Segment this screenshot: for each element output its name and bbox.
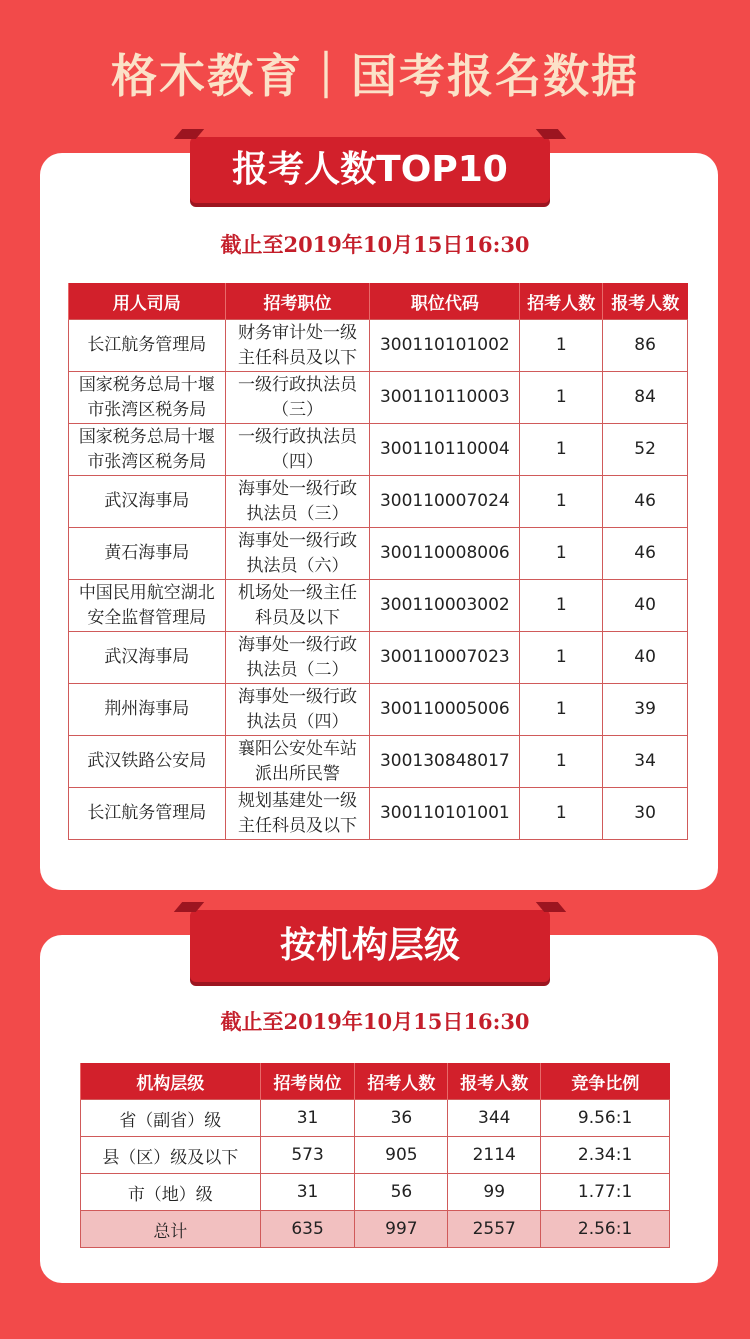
quota-cell: 997 [355,1211,448,1248]
applicants-cell: 46 [603,528,688,580]
level-date: 截止至2019年10月15日16:30 [220,1009,530,1034]
quota-cell: 1 [520,736,603,788]
col-header-posts: 招考岗位 [260,1063,355,1100]
dept-cell-line: 国家税务总局十堰 [78,426,215,447]
dept-cell-line: 武汉铁路公安局 [87,751,207,771]
table-row [69,736,688,788]
posts-cell: 573 [260,1137,355,1174]
col-header-position: 招考职位 [225,283,370,320]
dept-cell [69,580,226,632]
code-cell: 300110008006 [370,528,520,580]
position-cell-line: 执法员（四） [246,711,349,732]
position-cell-line: （四） [272,451,323,472]
position-cell-line: 执法员（六） [246,555,349,576]
table-row [69,632,688,684]
position-cell-line: 财务审计处一级 [238,322,357,343]
position-cell-line: 执法员（二） [246,659,349,680]
level-header-row [81,1063,670,1100]
dept-cell-line: 武汉海事局 [104,491,190,511]
position-cell-line: 海事处一级行政 [238,634,357,655]
position-cell [225,736,370,788]
dept-cell-line: 国家税务总局十堰 [78,374,215,395]
col-header-quota: 招考人数 [520,283,603,320]
col-header-applicants: 报考人数 [448,1063,541,1100]
dept-cell-line: 市张湾区税务局 [87,399,207,420]
position-cell-line: 规划基建处一级 [238,790,357,811]
applicants-cell: 30 [603,788,688,840]
applicants-cell: 46 [603,476,688,528]
position-cell-line: 襄阳公安处车站 [238,738,357,759]
level-cell: 县（区）级及以下 [81,1137,261,1174]
col-header-code: 职位代码 [370,283,520,320]
position-cell-line: 海事处一级行政 [238,478,357,499]
dept-cell [69,632,226,684]
level-cell: 省（副省）级 [81,1100,261,1137]
applicants-cell: 52 [603,424,688,476]
quota-cell: 56 [355,1174,448,1211]
table-row [69,684,688,736]
total-row [81,1211,670,1248]
posts-cell: 31 [260,1174,355,1211]
applicants-cell: 39 [603,684,688,736]
position-cell-line: 机场处一级主任 [238,582,357,603]
position-cell [225,476,370,528]
position-cell [225,424,370,476]
code-cell: 300110110003 [370,372,520,424]
ratio-cell: 2.56:1 [541,1211,670,1248]
quota-cell: 1 [520,424,603,476]
table-row [69,788,688,840]
code-cell: 300110007024 [370,476,520,528]
quota-cell: 1 [520,372,603,424]
top10-banner: 报考人数TOP10 [190,137,550,203]
table-row [81,1174,670,1211]
table-row [69,580,688,632]
level-table [80,1063,670,1248]
applicants-cell: 84 [603,372,688,424]
col-header-ratio: 竞争比例 [541,1063,670,1100]
applicants-cell: 86 [603,320,688,372]
position-cell [225,684,370,736]
position-cell-line: 执法员（三） [246,503,349,524]
level-banner: 按机构层级 [190,910,550,982]
table-row [69,528,688,580]
position-cell-line: 主任科员及以下 [238,815,357,836]
dept-cell-line: 长江航务管理局 [87,335,207,355]
dept-cell-line: 黄石海事局 [104,543,190,563]
top10-table [68,283,688,840]
quota-cell: 1 [520,632,603,684]
applicants-cell: 99 [448,1174,541,1211]
quota-cell: 1 [520,476,603,528]
dept-cell [69,736,226,788]
position-cell-line: 派出所民警 [255,763,340,784]
code-cell: 300130848017 [370,736,520,788]
col-header-level: 机构层级 [81,1063,261,1100]
quota-cell: 905 [355,1137,448,1174]
applicants-cell: 40 [603,632,688,684]
quota-cell: 1 [520,684,603,736]
col-header-dept: 用人司局 [69,283,226,320]
table-row [81,1137,670,1174]
position-cell [225,788,370,840]
applicants-cell: 2114 [448,1137,541,1174]
dept-cell-line: 长江航务管理局 [87,803,207,823]
page-title: 格木教育｜国考报名数据 [111,49,639,103]
dept-cell [69,788,226,840]
applicants-cell: 344 [448,1100,541,1137]
quota-cell: 1 [520,320,603,372]
dept-cell-line: 荆州海事局 [104,699,190,719]
applicants-cell: 40 [603,580,688,632]
table-row [69,320,688,372]
table-row [81,1100,670,1137]
top10-body [69,320,688,840]
dept-cell [69,372,226,424]
position-cell [225,580,370,632]
position-cell-line: 一级行政执法员 [238,426,357,447]
code-cell: 300110005006 [370,684,520,736]
dept-cell [69,320,226,372]
position-cell [225,528,370,580]
ratio-cell: 2.34:1 [541,1137,670,1174]
code-cell: 300110110004 [370,424,520,476]
dept-cell-line: 中国民用航空湖北 [78,582,215,603]
table-row [69,372,688,424]
code-cell: 300110101001 [370,788,520,840]
posts-cell: 31 [260,1100,355,1137]
position-cell-line: 主任科员及以下 [238,347,357,368]
code-cell: 300110101002 [370,320,520,372]
quota-cell: 1 [520,580,603,632]
dept-cell [69,424,226,476]
position-cell-line: 一级行政执法员 [238,374,357,395]
position-cell [225,320,370,372]
quota-cell: 1 [520,528,603,580]
applicants-cell: 34 [603,736,688,788]
position-cell [225,372,370,424]
dept-cell-line: 市张湾区税务局 [87,451,207,472]
level-cell: 总计 [81,1211,261,1248]
code-cell: 300110007023 [370,632,520,684]
level-cell: 市（地）级 [81,1174,261,1211]
quota-cell: 36 [355,1100,448,1137]
quota-cell: 1 [520,788,603,840]
level-body [81,1100,670,1248]
col-header-applicants: 报考人数 [603,283,688,320]
top10-date: 截止至2019年10月15日16:30 [220,232,530,257]
dept-cell-line: 武汉海事局 [104,647,190,667]
table-row [69,476,688,528]
col-header-quota: 招考人数 [355,1063,448,1100]
dept-cell [69,476,226,528]
position-cell-line: （三） [272,399,323,420]
ratio-cell: 9.56:1 [541,1100,670,1137]
position-cell-line: 海事处一级行政 [238,530,357,551]
dept-cell [69,684,226,736]
top10-header-row [69,283,688,320]
applicants-cell: 2557 [448,1211,541,1248]
posts-cell: 635 [260,1211,355,1248]
dept-cell [69,528,226,580]
ratio-cell: 1.77:1 [541,1174,670,1211]
code-cell: 300110003002 [370,580,520,632]
dept-cell-line: 安全监督管理局 [87,607,207,628]
table-row [69,424,688,476]
position-cell-line: 科员及以下 [255,607,340,628]
position-cell [225,632,370,684]
position-cell-line: 海事处一级行政 [238,686,357,707]
